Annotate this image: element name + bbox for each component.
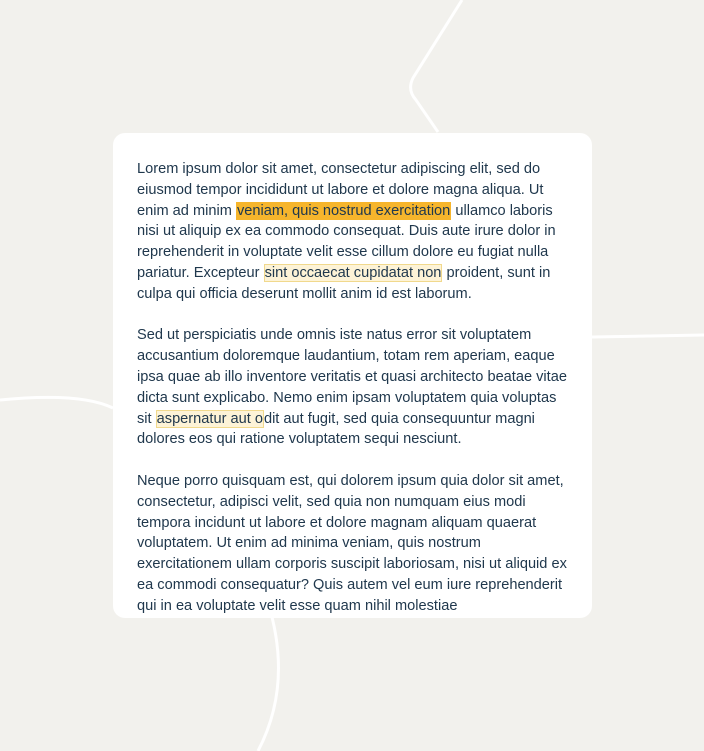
text-card [113, 133, 592, 618]
text-content [137, 159, 568, 618]
text-segment: ullamco laboris nisi ut aliquip ex ea commodo consequat. Duis aute irure dolor in reprehenderit in voluptate velit esse cillum dolore eu fugiat nulla pariatur. Excepteur [137, 202, 556, 281]
highlighted-text[interactable]: aspernatur aut o [156, 410, 263, 427]
text-segment: Lorem ipsum dolor sit amet, consectetur adipiscing elit, sed do eiusmod tempor incididunt ut labore et dolore magna aliqua. Ut enim ad minim [137, 161, 544, 219]
text-segment: Neque porro quisquam est, qui dolorem ipsum quia dolor sit amet, consectetur, adipisci velit, sed quia non numquam eius modi tempora incidunt ut labore et dolore magnam aliquam quaerat voluptatem. Ut enim ad minima veniam, quis nostrum exercitationem ullam corporis suscipit laboriosam, nisi ut aliquid ex ea commodi consequatur? Quis autem vel eum iure reprehenderit qui in ea voluptate velit esse quam nihil molestiae [137, 472, 567, 614]
paragraph [137, 325, 568, 450]
text-segment: dit aut fugit, sed quia consequuntur magni dolores eos qui ratione voluptatem sequi nesciunt. [137, 410, 535, 448]
text-segment: Sed ut perspiciatis unde omnis iste natus error sit voluptatem accusantium doloremque laudantium, totam rem aperiam, eaque ipsa quae ab illo inventore veritatis et quasi architecto beatae vitae dicta sunt explicabo. Nemo enim ipsam voluptatem quia voluptas sit [137, 327, 567, 427]
highlighted-text[interactable]: sint occaecat cupidatat non [264, 264, 442, 281]
text-segment: proident, sunt in culpa qui officia deserunt mollit anim id est laborum. [137, 264, 551, 302]
paragraph [137, 159, 568, 305]
paragraph [137, 471, 568, 617]
highlighted-text-active[interactable]: veniam, quis nostrud exercitation [236, 202, 451, 219]
